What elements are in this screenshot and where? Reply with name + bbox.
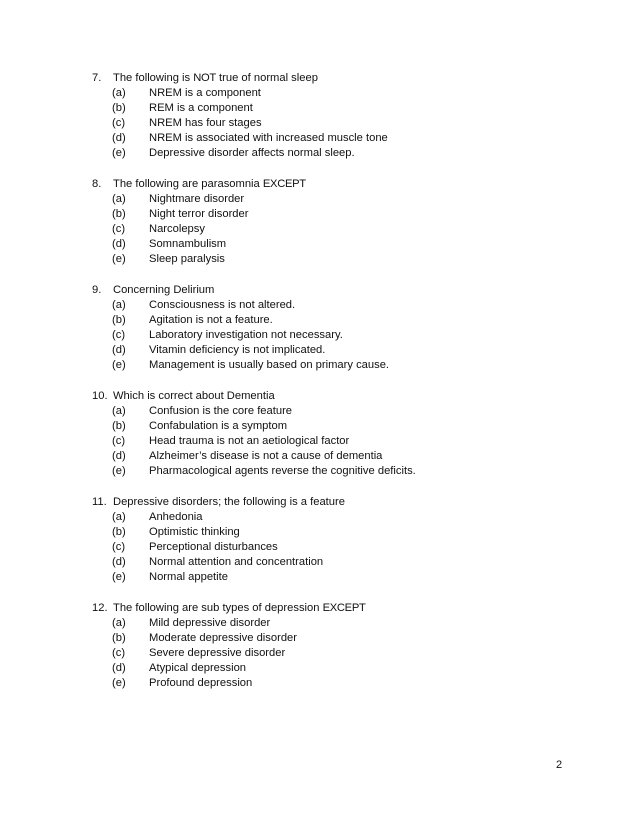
- option-b: [92, 419, 592, 434]
- stem-emphasis: EXCEPT: [322, 602, 366, 614]
- option-list: [92, 404, 592, 479]
- option-text: Night terror disorder: [149, 208, 249, 220]
- option-letter: (c): [112, 117, 126, 129]
- stem-text: Which is correct about Dementia: [113, 390, 275, 402]
- option-text: Confusion is the core feature: [149, 405, 293, 417]
- option-letter: (b): [112, 208, 126, 220]
- option-d: [92, 555, 592, 570]
- option-text: Confabulation is a symptom: [149, 420, 288, 432]
- option-text: Depressive disorder affects normal sleep.: [149, 147, 355, 159]
- option-letter: (b): [112, 314, 126, 326]
- option-letter: (d): [112, 344, 126, 356]
- question-8: [92, 177, 592, 267]
- question-7: [92, 71, 592, 161]
- option-e: [92, 464, 592, 479]
- option-letter: (a): [112, 617, 126, 629]
- option-list: [92, 192, 592, 267]
- option-letter: (e): [112, 359, 126, 371]
- option-c: [92, 540, 592, 555]
- option-list: [92, 86, 592, 161]
- option-c: [92, 646, 592, 661]
- option-text: Management is usually based on primary cause.: [149, 359, 390, 371]
- option-letter: (e): [112, 465, 126, 477]
- option-text: Severe depressive disorder: [149, 647, 286, 659]
- option-a: [92, 404, 592, 419]
- option-text: Alzheimer’s disease is not a cause of dementia: [149, 450, 383, 462]
- stem-text: The following are sub types of depression: [113, 602, 323, 614]
- option-list: [92, 616, 592, 691]
- question-stem: [92, 601, 592, 616]
- option-c: [92, 434, 592, 449]
- question-text: [113, 71, 318, 86]
- question-number: 11.: [92, 496, 107, 508]
- option-letter: (c): [112, 329, 126, 341]
- option-text: NREM is a component: [149, 87, 261, 99]
- option-e: [92, 570, 592, 585]
- option-b: [92, 631, 592, 646]
- option-b: [92, 525, 592, 540]
- option-text: Atypical depression: [149, 662, 247, 674]
- option-b: [92, 101, 592, 116]
- option-a: [92, 510, 592, 525]
- option-text: Agitation is not a feature.: [149, 314, 273, 326]
- option-letter: (b): [112, 420, 126, 432]
- stem-text: Depressive disorders; the following is a feature: [113, 496, 345, 508]
- question-9: [92, 283, 592, 373]
- question-stem: [92, 495, 592, 510]
- option-d: [92, 131, 592, 146]
- option-letter: (e): [112, 253, 126, 265]
- option-letter: (a): [112, 299, 126, 311]
- option-text: Mild depressive disorder: [149, 617, 271, 629]
- option-letter: (d): [112, 662, 126, 674]
- option-letter: (c): [112, 647, 126, 659]
- option-c: [92, 116, 592, 131]
- question-number: 8.: [92, 178, 102, 190]
- stem-emphasis: EXCEPT: [262, 178, 306, 190]
- option-a: [92, 192, 592, 207]
- question-text: [113, 601, 366, 616]
- option-d: [92, 661, 592, 676]
- option-letter: (c): [112, 435, 126, 447]
- option-letter: (a): [112, 87, 126, 99]
- option-text: Normal appetite: [149, 571, 228, 583]
- option-letter: (c): [112, 541, 126, 553]
- question-number: 12.: [92, 602, 108, 614]
- option-letter: (b): [112, 632, 126, 644]
- option-text: REM is a component: [149, 102, 253, 114]
- option-list: [92, 510, 592, 585]
- option-letter: (e): [112, 677, 126, 689]
- option-d: [92, 237, 592, 252]
- stem-text-after: true of normal sleep: [215, 72, 318, 84]
- option-text: Nightmare disorder: [149, 193, 245, 205]
- option-text: Normal attention and concentration: [149, 556, 324, 568]
- question-stem: [92, 389, 592, 404]
- question-list: [92, 71, 592, 707]
- question-text: [113, 495, 345, 510]
- option-letter: (e): [112, 147, 126, 159]
- question-text: [113, 389, 275, 404]
- option-e: [92, 146, 592, 161]
- option-text: Moderate depressive disorder: [149, 632, 297, 644]
- option-text: Somnambulism: [149, 238, 227, 250]
- option-letter: (a): [112, 193, 126, 205]
- option-letter: (e): [112, 571, 126, 583]
- option-letter: (d): [112, 132, 126, 144]
- question-number: 10.: [92, 390, 108, 402]
- question-12: [92, 601, 592, 691]
- option-e: [92, 676, 592, 691]
- option-text: Narcolepsy: [149, 223, 205, 235]
- stem-text: The following is: [113, 72, 194, 84]
- page-number: 2: [556, 759, 563, 771]
- option-text: Head trauma is not an aetiological factor: [149, 435, 350, 447]
- option-d: [92, 449, 592, 464]
- option-letter: (a): [112, 405, 126, 417]
- option-text: NREM is associated with increased muscle tone: [149, 132, 388, 144]
- option-text: Anhedonia: [149, 511, 203, 523]
- question-stem: [92, 177, 592, 192]
- stem-text: The following are parasomnia: [113, 178, 263, 190]
- option-letter: (d): [112, 450, 126, 462]
- option-text: Profound depression: [149, 677, 253, 689]
- question-number: 7.: [92, 72, 102, 84]
- option-letter: (b): [112, 102, 126, 114]
- question-11: [92, 495, 592, 585]
- option-text: NREM has four stages: [149, 117, 262, 129]
- option-letter: (b): [112, 526, 126, 538]
- option-c: [92, 222, 592, 237]
- stem-text: Concerning Delirium: [113, 284, 215, 296]
- option-a: [92, 298, 592, 313]
- option-text: Vitamin deficiency is not implicated.: [149, 344, 326, 356]
- option-a: [92, 86, 592, 101]
- option-text: Pharmacological agents reverse the cognitive deficits.: [149, 465, 416, 477]
- option-letter: (d): [112, 238, 126, 250]
- question-stem: [92, 283, 592, 298]
- option-text: Sleep paralysis: [149, 253, 225, 265]
- option-a: [92, 616, 592, 631]
- option-e: [92, 252, 592, 267]
- option-b: [92, 207, 592, 222]
- option-list: [92, 298, 592, 373]
- question-text: [113, 283, 214, 298]
- option-letter: (d): [112, 556, 126, 568]
- option-text: Perceptional disturbances: [149, 541, 278, 553]
- option-c: [92, 328, 592, 343]
- option-e: [92, 358, 592, 373]
- question-number: 9.: [92, 284, 102, 296]
- question-stem: [92, 71, 592, 86]
- option-text: Laboratory investigation not necessary.: [149, 329, 343, 341]
- question-10: [92, 389, 592, 479]
- question-text: [113, 177, 306, 192]
- option-b: [92, 313, 592, 328]
- stem-emphasis: NOT: [193, 72, 216, 84]
- option-text: Optimistic thinking: [149, 526, 240, 538]
- option-text: Consciousness is not altered.: [149, 299, 296, 311]
- option-letter: (a): [112, 511, 126, 523]
- option-letter: (c): [112, 223, 126, 235]
- option-d: [92, 343, 592, 358]
